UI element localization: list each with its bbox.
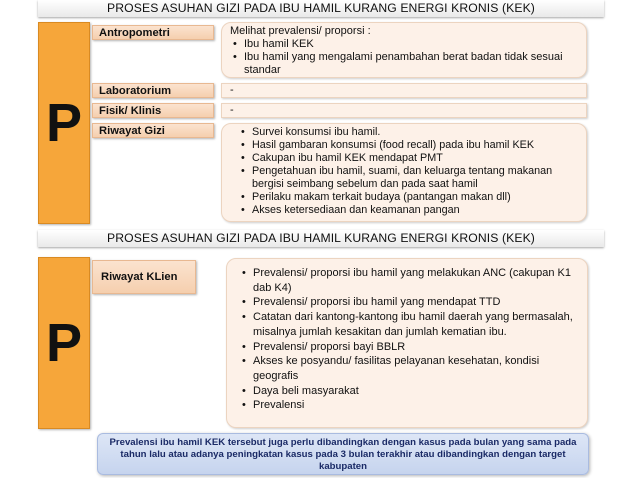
list-item: • Survei konsumsi ibu hamil. bbox=[252, 126, 578, 139]
section2-letter-block: P bbox=[38, 257, 90, 429]
antropometri-label: Antropometri bbox=[92, 25, 214, 40]
riwayat-gizi-label: Riwayat Gizi bbox=[92, 123, 214, 138]
comparison-note: Prevalensi ibu hamil KEK tersebut juga perlu dibandingkan dengan kasus pada bulan yang sama pada tahun lalu atau adanya peningkatan kasus pada 3 bulan terakhir atau dibandingkan dengan target kabupaten bbox=[97, 433, 589, 475]
riwayat-klien-content bbox=[226, 258, 588, 428]
list-item: • Akses ke posyandu/ fasilitas pelayanan kesehatan, kondisi geografis bbox=[253, 354, 581, 383]
fisik-klinis-value: - bbox=[221, 103, 587, 118]
list-item: • Daya beli masyarakat bbox=[253, 384, 581, 399]
section2-title: PROSES ASUHAN GIZI PADA IBU HAMIL KURANG ENERGI KRONIS (KEK) bbox=[38, 230, 604, 247]
list-item: • Prevalensi/ proporsi bayi BBLR bbox=[253, 340, 581, 355]
list-item: • Cakupan ibu hamil KEK mendapat PMT bbox=[252, 152, 578, 165]
list-item: • Hasil gambaran konsumsi (food recall) pada ibu hamil KEK bbox=[252, 139, 578, 152]
section1-title: PROSES ASUHAN GIZI PADA IBU HAMIL KURANG ENERGI KRONIS (KEK) bbox=[38, 0, 604, 17]
section1-letter-block: P bbox=[38, 22, 90, 224]
riwayat-klien-list bbox=[253, 266, 581, 413]
riwayat-klien-label: Riwayat KLien bbox=[92, 260, 196, 294]
list-item: • Catatan dari kantong-kantong ibu hamil daerah yang bermasalah, misalnya jumlah kesakitan dan jumlah kematian ibu. bbox=[253, 310, 581, 339]
riwayat-gizi-content bbox=[221, 123, 587, 222]
antropometri-content bbox=[221, 22, 587, 78]
laboratorium-label: Laboratorium bbox=[92, 83, 214, 98]
list-item: • Prevalensi/ proporsi ibu hamil yang melakukan ANC (cakupan K1 dab K4) bbox=[253, 266, 581, 295]
list-item: • Prevalensi bbox=[253, 398, 581, 413]
list-item: • Prevalensi/ proporsi ibu hamil yang mendapat TTD bbox=[253, 295, 581, 310]
antropometri-intro: Melihat prevalensi/ proporsi : bbox=[230, 25, 371, 37]
list-item: • Perilaku makam terkait budaya (pantangan makan dll) bbox=[252, 191, 578, 204]
riwayat-gizi-list bbox=[252, 126, 578, 217]
antropometri-list bbox=[244, 38, 578, 77]
list-item: • Ibu hamil KEK bbox=[244, 38, 578, 51]
fisik-klinis-label: Fisik/ Klinis bbox=[92, 103, 214, 118]
list-item: • Pengetahuan ibu hamil, suami, dan keluarga tentang makanan bergisi seimbang sebelum dan pada saat hamil bbox=[252, 165, 578, 191]
list-item: • Ibu hamil yang mengalami penambahan berat badan tidak sesuai standar bbox=[244, 51, 578, 77]
laboratorium-value: - bbox=[221, 83, 587, 98]
list-item: • Akses ketersediaan dan keamanan pangan bbox=[252, 204, 578, 217]
